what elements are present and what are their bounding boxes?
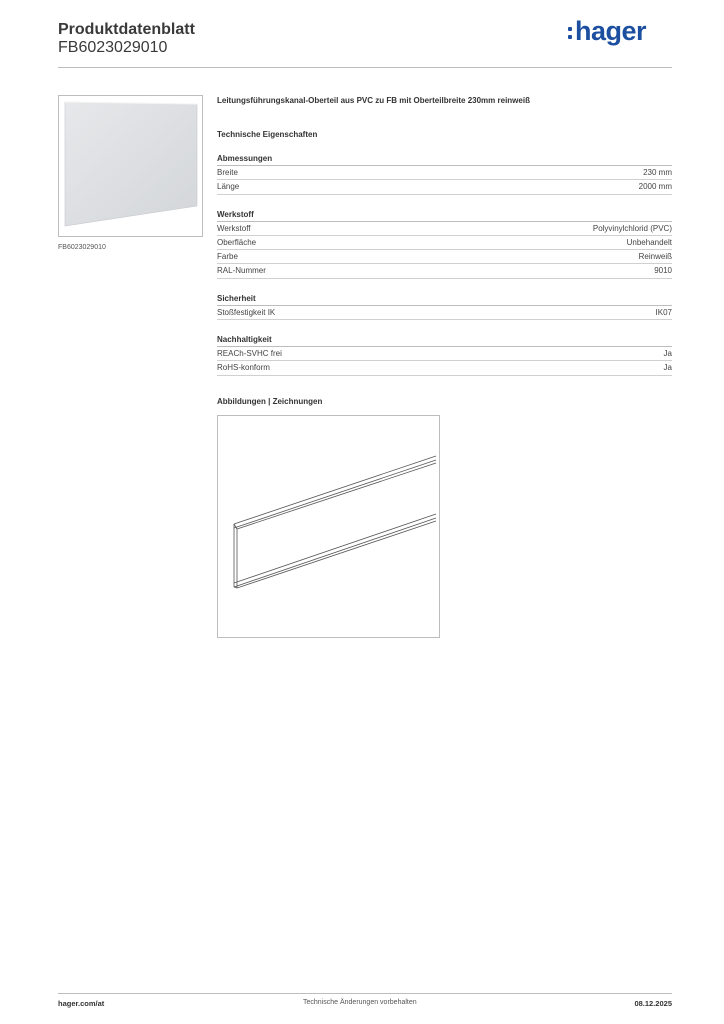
spec-row	[217, 347, 672, 361]
main-content	[217, 96, 672, 406]
logo-text: hager	[575, 15, 647, 46]
spec-label: RoHS-konform	[217, 363, 270, 373]
spec-value: Reinweiß	[638, 252, 672, 262]
thumbnail-caption: FB6023029010	[58, 244, 106, 251]
product-code: FB6023029010	[58, 39, 168, 56]
product-panel-icon	[59, 96, 202, 236]
spec-value: 9010	[654, 266, 672, 276]
spec-label: Werkstoff	[217, 223, 251, 233]
technical-drawing	[217, 415, 440, 638]
spec-row	[217, 166, 672, 180]
spec-label: Oberfläche	[217, 237, 257, 247]
spec-value: Ja	[663, 363, 672, 373]
spec-row	[217, 264, 672, 278]
spec-group	[217, 209, 672, 279]
line-drawing-icon	[218, 416, 439, 637]
spec-value: 2000 mm	[638, 182, 672, 192]
spec-group-title: Nachhaltigkeit	[217, 334, 672, 347]
spec-value: Unbehandelt	[626, 237, 672, 247]
spec-value: IK07	[655, 307, 672, 317]
footer-date: 08.12.2025	[634, 999, 672, 1008]
product-thumbnail	[58, 95, 203, 237]
spec-label: Stoßfestigkeit IK	[217, 307, 276, 317]
spec-row	[217, 180, 672, 194]
spec-group-title: Abmessungen	[217, 153, 672, 166]
spec-row	[217, 361, 672, 375]
spec-label: Breite	[217, 168, 238, 177]
spec-value: Ja	[663, 349, 672, 359]
spec-row	[217, 306, 672, 320]
spec-group	[217, 153, 672, 195]
logo-dots-icon	[568, 27, 572, 39]
spec-value: 230 mm	[643, 168, 672, 177]
product-description: Leitungsführungskanal-Oberteil aus PVC zu FB mit Oberteilbreite 230mm reinweiß	[217, 96, 530, 105]
figures-heading: Abbildungen | Zeichnungen	[217, 396, 323, 406]
spec-group	[217, 334, 672, 376]
spec-group-title: Sicherheit	[217, 293, 672, 306]
spec-value: Polyvinylchlorid (PVC)	[592, 223, 672, 233]
spec-label: Farbe	[217, 252, 238, 262]
page-title: Produktdatenblatt	[58, 21, 195, 38]
tech-groups	[217, 153, 672, 376]
footer-divider	[58, 993, 672, 994]
footer-website-link[interactable]: hager.com/at	[58, 999, 105, 1008]
footer-notice: Technische Änderungen vorbehalten	[303, 999, 417, 1006]
spec-row	[217, 222, 672, 236]
hager-logo[interactable]	[568, 15, 646, 47]
spec-label: RAL-Nummer	[217, 266, 266, 276]
spec-row	[217, 236, 672, 250]
spec-group-title: Werkstoff	[217, 209, 672, 222]
header-divider	[58, 67, 672, 68]
spec-row	[217, 250, 672, 264]
spec-label: REACh-SVHC frei	[217, 349, 282, 359]
spec-group	[217, 293, 672, 320]
tech-heading: Technische Eigenschaften	[217, 130, 318, 139]
spec-label: Länge	[217, 182, 240, 192]
